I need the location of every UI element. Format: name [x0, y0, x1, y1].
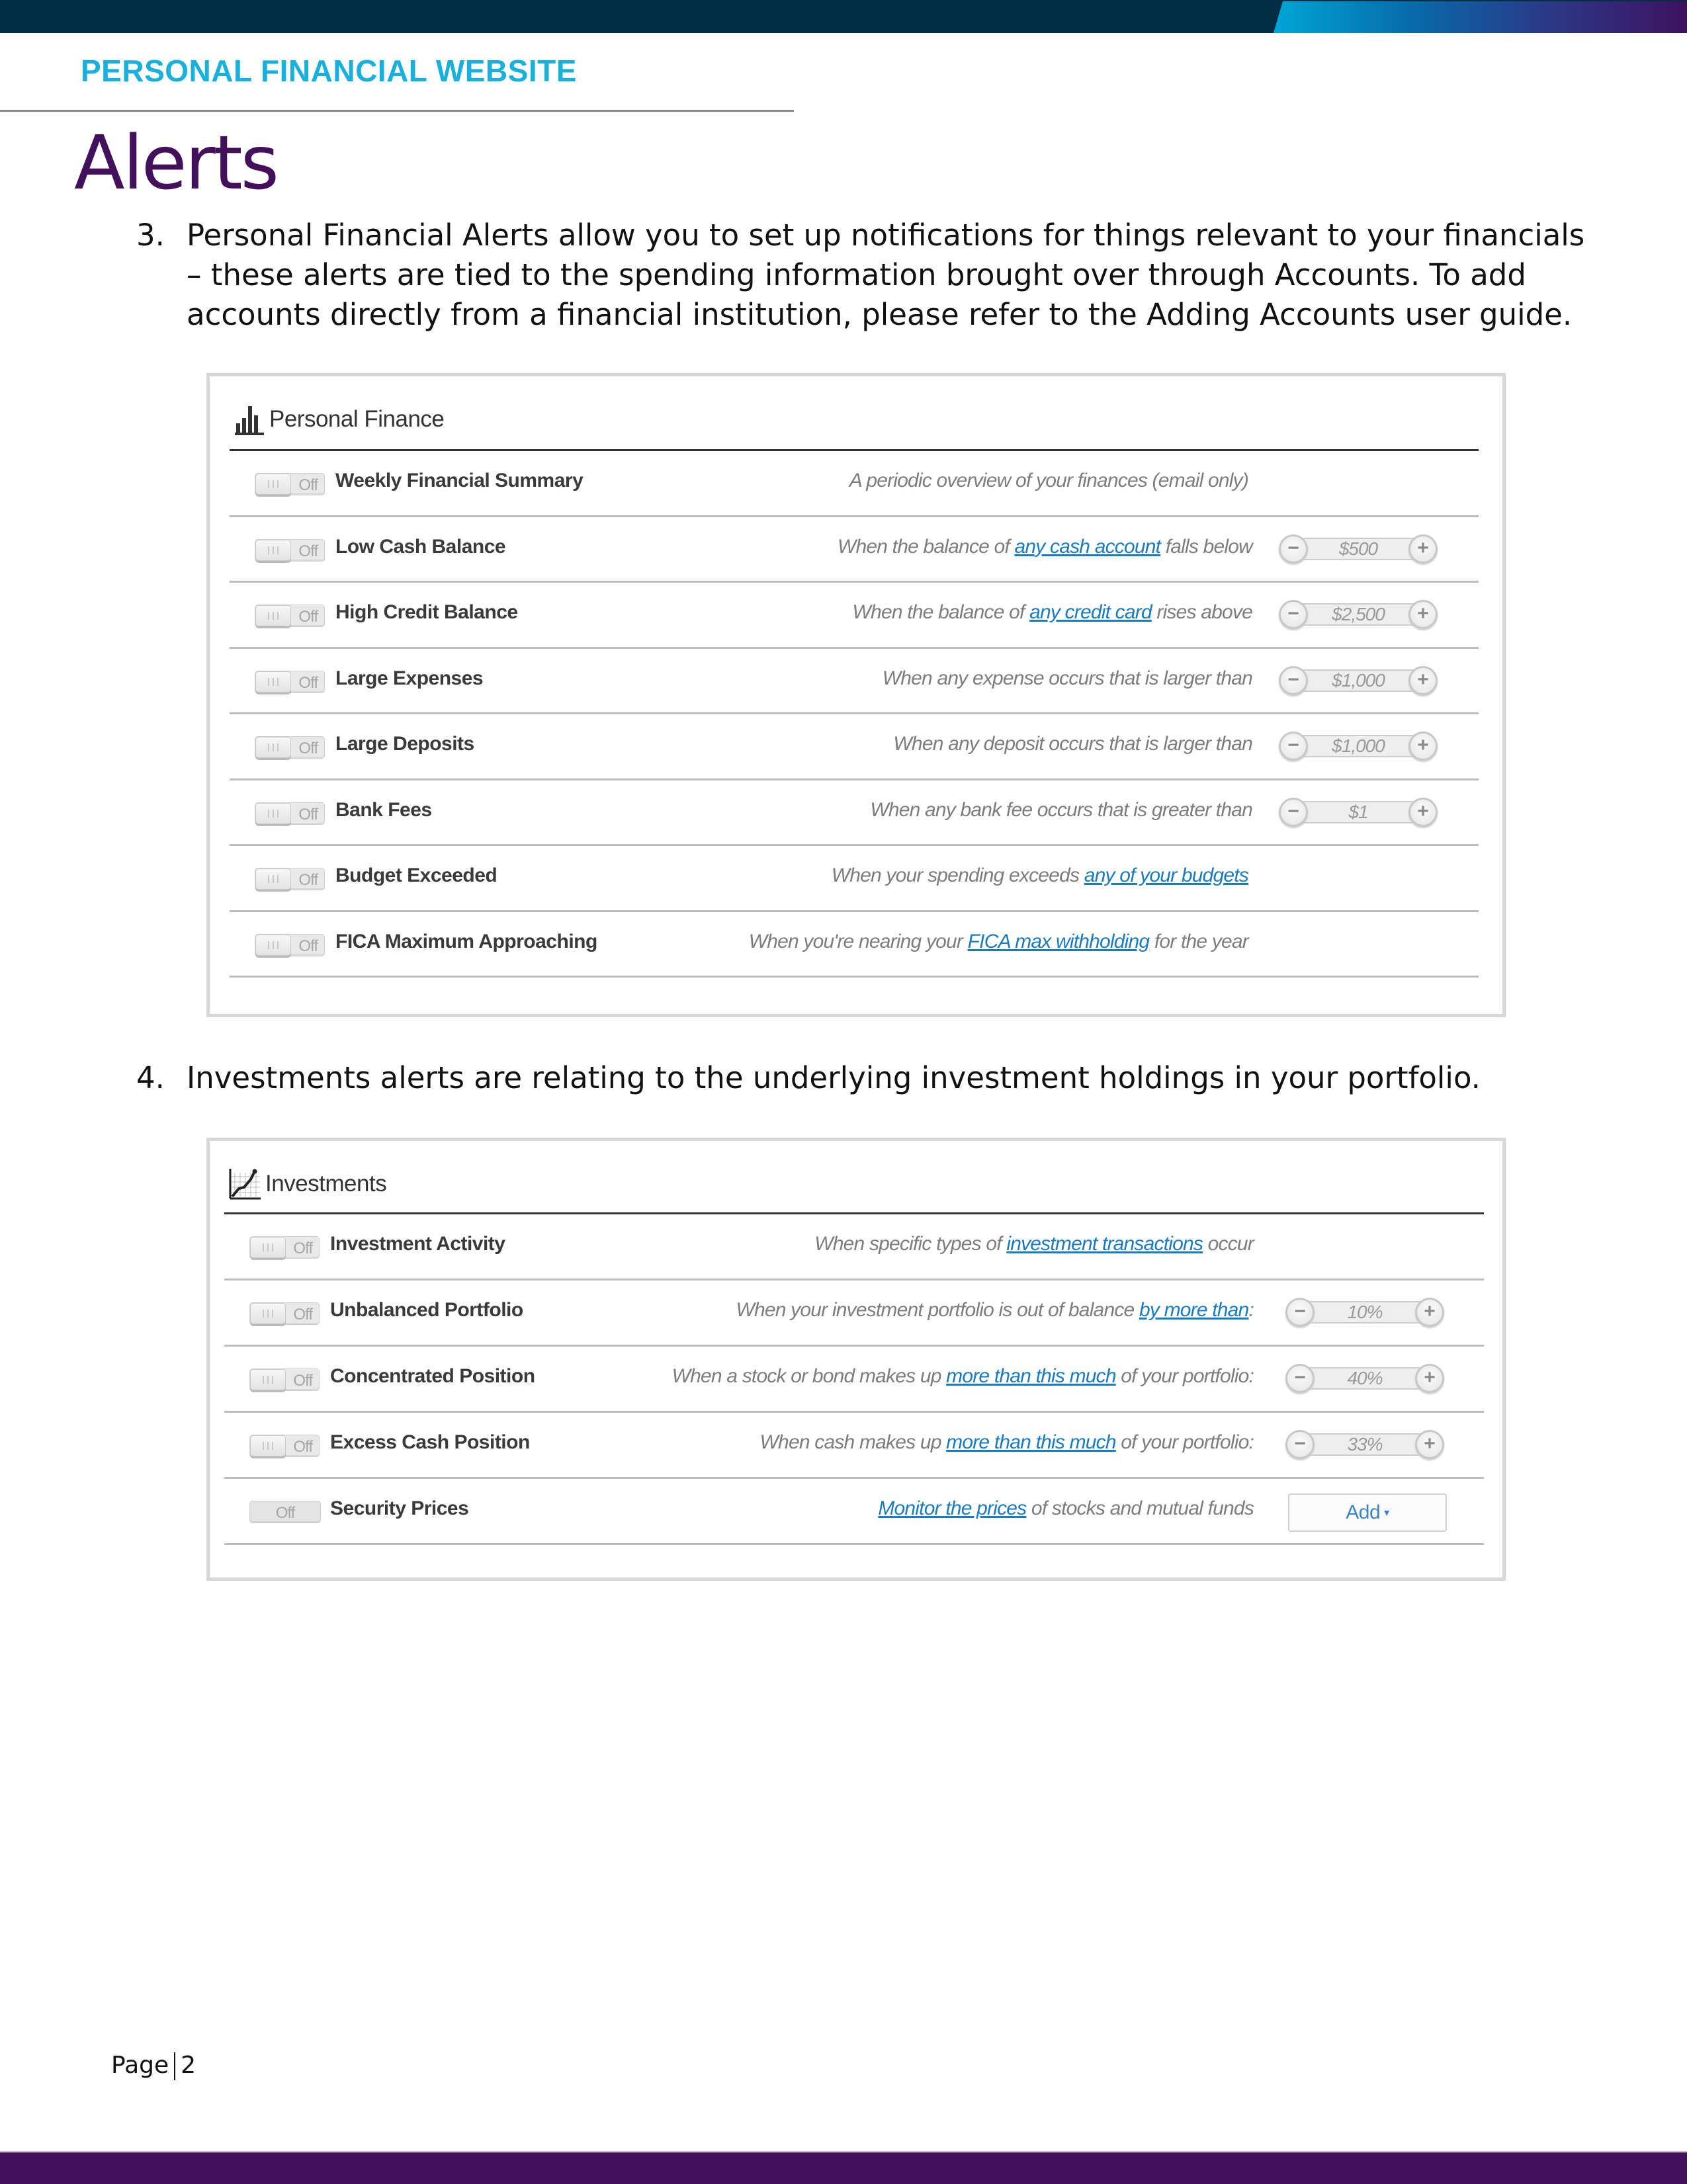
grip-icon	[268, 743, 279, 751]
alert-label: Excess Cash Position	[330, 1431, 530, 1453]
panel-header	[228, 1161, 386, 1207]
alert-description	[853, 601, 1252, 624]
toggle-state: Off	[293, 1306, 312, 1323]
caret-down-icon: ▾	[1384, 1507, 1389, 1519]
description-link[interactable]: investment transactions	[1006, 1233, 1203, 1255]
toggle-state: Off	[298, 805, 318, 823]
alert-toggle[interactable]	[255, 736, 325, 759]
line-chart-icon	[228, 1167, 261, 1200]
threshold-value[interactable]: $1,000	[1332, 669, 1385, 691]
alert-row-security-prices	[224, 1479, 1484, 1545]
alert-label: Security Prices	[330, 1497, 469, 1519]
alert-toggle[interactable]	[249, 1368, 320, 1391]
alert-label: Investment Activity	[330, 1233, 505, 1255]
alert-toggle[interactable]	[249, 1302, 320, 1325]
toggle-knob[interactable]	[255, 737, 291, 758]
threshold-value[interactable]: $500	[1338, 538, 1378, 559]
alert-description	[814, 1233, 1254, 1255]
toggle-state: Off	[298, 739, 318, 757]
page-number	[111, 2052, 196, 2080]
alert-label: High Credit Balance	[335, 601, 518, 623]
alert-row-large-expenses	[230, 649, 1479, 715]
alert-description	[672, 1365, 1254, 1388]
alert-description	[832, 864, 1248, 887]
grip-icon	[263, 1442, 273, 1450]
alert-row-excess-cash-position	[224, 1413, 1484, 1479]
alert-description	[878, 1497, 1254, 1520]
alert-row-large-deposits	[230, 714, 1479, 780]
alert-list	[230, 451, 1479, 978]
description-text: rises above	[1151, 601, 1252, 623]
minus-icon[interactable]: −	[1285, 1364, 1315, 1393]
grip-icon	[268, 678, 279, 686]
plus-icon[interactable]: +	[1408, 600, 1438, 629]
alert-label: Large Expenses	[335, 667, 484, 689]
description-text: falls below	[1160, 535, 1252, 558]
alert-description	[870, 799, 1252, 821]
toggle-knob[interactable]	[255, 605, 291, 626]
minus-icon[interactable]: −	[1285, 1430, 1315, 1459]
minus-icon[interactable]: −	[1279, 732, 1308, 761]
threshold-stepper[interactable]	[1279, 732, 1438, 761]
step-text: Investments alerts are relating to the underlying investment holdings in your portfolio.	[187, 1060, 1481, 1095]
step-number: 4.	[136, 1060, 165, 1095]
toggle-state: Off	[298, 542, 318, 560]
grip-icon	[268, 875, 279, 883]
alert-row-investment-activity	[224, 1214, 1484, 1281]
add-security-button[interactable]	[1288, 1493, 1447, 1532]
grip-icon	[268, 480, 279, 488]
plus-icon[interactable]: +	[1408, 666, 1438, 695]
threshold-stepper[interactable]	[1279, 534, 1438, 564]
grip-icon	[268, 612, 279, 620]
toggle-knob[interactable]	[255, 935, 291, 956]
alert-toggle[interactable]	[255, 802, 325, 825]
alert-description	[883, 667, 1252, 690]
alert-description	[893, 733, 1252, 755]
description-link[interactable]: any of your budgets	[1084, 864, 1248, 886]
alert-label: Low Cash Balance	[335, 535, 506, 558]
description-text: When a stock or bond makes up	[671, 1365, 947, 1387]
toggle-knob[interactable]	[250, 1303, 286, 1324]
alert-label: Large Deposits	[335, 733, 474, 755]
grip-icon	[268, 546, 279, 554]
description-text: When your investment portfolio is out of balance	[736, 1299, 1139, 1321]
threshold-value[interactable]: $2,500	[1332, 604, 1385, 624]
bottom-banner	[0, 2152, 1687, 2184]
toggle-state: Off	[298, 937, 318, 955]
description-text: When the balance of	[852, 601, 1030, 623]
threshold-stepper[interactable]	[1285, 1430, 1444, 1459]
description-link[interactable]: any cash account	[1014, 535, 1161, 558]
alert-description	[749, 931, 1248, 953]
page-title: Alerts	[74, 120, 277, 206]
grip-icon	[268, 941, 279, 949]
description-text: of stocks and mutual funds	[1026, 1497, 1254, 1519]
minus-icon[interactable]: −	[1279, 534, 1308, 564]
alert-description	[838, 536, 1252, 558]
minus-icon[interactable]: −	[1279, 798, 1308, 827]
toggle-state: Off	[293, 1372, 312, 1390]
toggle-knob[interactable]	[250, 1237, 286, 1258]
toggle-knob[interactable]	[250, 1369, 286, 1390]
alert-toggle[interactable]	[255, 605, 325, 627]
description-link[interactable]: FICA max withholding	[967, 930, 1150, 952]
alert-label: Bank Fees	[335, 798, 432, 821]
threshold-value[interactable]: 10%	[1347, 1302, 1383, 1322]
grip-icon	[263, 1376, 273, 1384]
toggle-state: Off	[298, 871, 318, 889]
description-text: :	[1248, 1299, 1254, 1321]
description-link[interactable]: more than this much	[946, 1431, 1116, 1453]
investments-panel	[206, 1138, 1506, 1581]
description-text: When any deposit occurs that is larger than	[893, 733, 1252, 755]
minus-icon[interactable]: −	[1279, 666, 1308, 695]
toggle-knob[interactable]	[255, 671, 291, 693]
grip-icon	[263, 1243, 273, 1251]
threshold-stepper[interactable]	[1279, 798, 1438, 827]
alert-toggle[interactable]	[255, 868, 325, 890]
description-text: of your portfolio:	[1115, 1431, 1254, 1453]
alert-label: FICA Maximum Approaching	[335, 930, 597, 952]
toggle-knob[interactable]	[250, 1435, 286, 1456]
step-text: Personal Financial Alerts allow you to set up notifications for things relevant to your financials – these alerts are tied to the spending information brought over through Accounts. To add accounts directly from a financial institution, please refer to the Adding Accounts user guide.	[187, 218, 1585, 332]
panel-title: Investments	[265, 1171, 387, 1197]
grip-icon	[268, 810, 279, 818]
description-text: A periodic overview of your finances (email only)	[849, 470, 1248, 491]
panel-title: Personal Finance	[269, 406, 445, 432]
alert-toggle[interactable]	[255, 934, 325, 956]
toggle-state: Off	[298, 608, 318, 626]
personal-finance-panel	[206, 373, 1506, 1017]
add-button-label: Add	[1346, 1501, 1381, 1523]
top-banner-accent	[1274, 1, 1687, 33]
plus-icon[interactable]: +	[1408, 732, 1438, 761]
threshold-value[interactable]: 33%	[1347, 1434, 1383, 1454]
toggle-state: Off	[275, 1504, 295, 1522]
description-link[interactable]: by more than	[1139, 1299, 1249, 1321]
description-link[interactable]: any credit card	[1029, 601, 1152, 623]
description-text: of your portfolio:	[1115, 1365, 1254, 1387]
threshold-stepper[interactable]	[1279, 666, 1438, 695]
alert-label: Concentrated Position	[330, 1365, 535, 1387]
description-text: When specific types of	[814, 1233, 1007, 1255]
step-number: 3.	[136, 218, 165, 253]
description-text: for the year	[1149, 930, 1248, 952]
page-separator	[174, 2052, 175, 2080]
alert-row-low-cash-balance	[230, 517, 1479, 583]
minus-icon[interactable]: −	[1285, 1298, 1315, 1327]
alert-row-unbalanced-portfolio	[224, 1281, 1484, 1347]
description-text: When any bank fee occurs that is greater than	[870, 798, 1252, 821]
toggle-state: Off	[298, 476, 318, 494]
plus-icon[interactable]: +	[1415, 1298, 1444, 1327]
alert-label: Weekly Financial Summary	[335, 470, 584, 491]
description-link[interactable]: Monitor the prices	[878, 1497, 1027, 1519]
toggle-knob[interactable]	[255, 474, 291, 495]
alert-description	[849, 470, 1248, 492]
alert-toggle[interactable]	[255, 473, 325, 495]
alert-toggle[interactable]	[249, 1435, 320, 1457]
alert-row-high-credit-balance	[230, 583, 1479, 649]
toggle-knob[interactable]	[255, 540, 291, 561]
alert-description	[760, 1431, 1254, 1454]
alert-label: Budget Exceeded	[335, 864, 497, 886]
alert-row-concentrated-position	[224, 1347, 1484, 1413]
page-label: Page	[111, 2052, 169, 2079]
description-link[interactable]: more than this much	[946, 1365, 1116, 1387]
alert-toggle[interactable]	[249, 1501, 321, 1523]
panel-header	[235, 396, 444, 442]
header-divider	[0, 110, 794, 112]
threshold-value[interactable]: $1	[1348, 801, 1368, 822]
threshold-value[interactable]: 40%	[1347, 1368, 1383, 1388]
plus-icon[interactable]: +	[1415, 1364, 1444, 1393]
toggle-knob[interactable]	[255, 868, 291, 890]
alert-toggle[interactable]	[249, 1236, 320, 1259]
alert-row-weekly-financial-summary	[230, 451, 1479, 517]
threshold-value[interactable]: $1,000	[1332, 735, 1385, 756]
description-text: When you're nearing your	[748, 930, 968, 952]
alert-toggle[interactable]	[255, 539, 325, 562]
threshold-stepper[interactable]	[1279, 600, 1438, 629]
toggle-state: Off	[293, 1438, 312, 1456]
description-text: When cash makes up	[759, 1431, 947, 1453]
description-text: When any expense occurs that is larger than	[882, 667, 1252, 689]
plus-icon[interactable]: +	[1408, 534, 1438, 564]
alert-label: Unbalanced Portfolio	[330, 1299, 523, 1321]
alert-list	[224, 1214, 1484, 1545]
alert-row-budget-exceeded	[230, 846, 1479, 912]
alert-description	[736, 1299, 1254, 1322]
alert-row-fica-maximum-approaching	[230, 912, 1479, 978]
toggle-state: Off	[293, 1239, 312, 1257]
minus-icon[interactable]: −	[1279, 600, 1308, 629]
bar-chart-icon	[235, 403, 265, 435]
description-text: occur	[1203, 1233, 1254, 1255]
toggle-knob[interactable]	[255, 803, 291, 824]
description-text: When the balance of	[837, 535, 1015, 558]
threshold-stepper[interactable]	[1285, 1364, 1444, 1393]
plus-icon[interactable]: +	[1408, 798, 1438, 827]
page-number-value: 2	[181, 2052, 196, 2079]
alert-row-bank-fees	[230, 780, 1479, 847]
plus-icon[interactable]: +	[1415, 1430, 1444, 1459]
alert-toggle[interactable]	[255, 671, 325, 693]
grip-icon	[263, 1310, 273, 1318]
threshold-stepper[interactable]	[1285, 1298, 1444, 1327]
description-text: When your spending exceeds	[831, 864, 1084, 886]
toggle-state: Off	[298, 673, 318, 692]
section-header: PERSONAL FINANCIAL WEBSITE	[81, 54, 577, 88]
